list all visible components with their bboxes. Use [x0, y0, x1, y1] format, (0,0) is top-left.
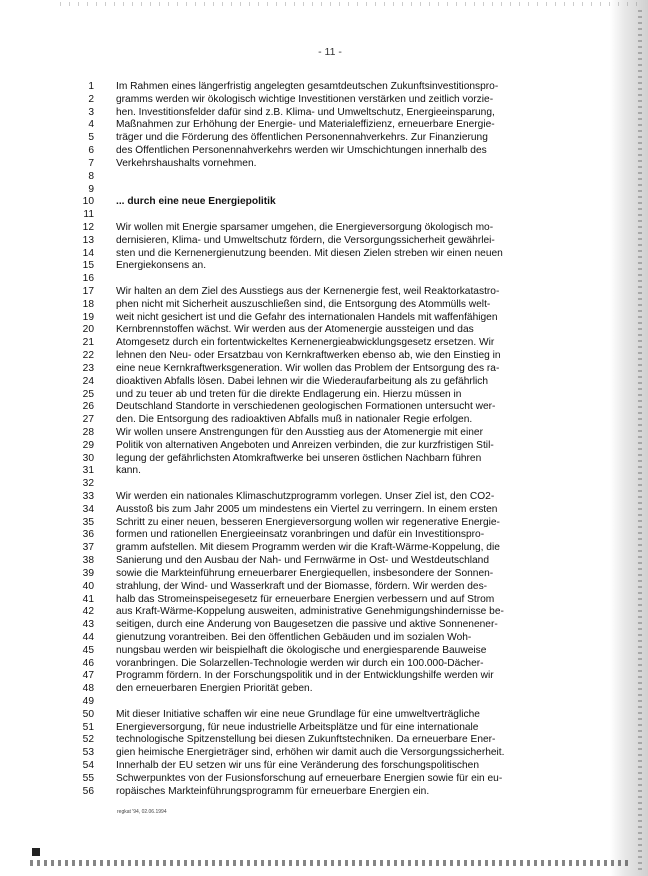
- text-line: [116, 209, 549, 222]
- text-line: Mit dieser Initiative schaffen wir eine neue Grundlage für eine umweltverträgliche: [116, 708, 480, 720]
- line-number: 18: [82, 298, 94, 310]
- text-line: [116, 696, 549, 709]
- line-number: 48: [82, 683, 94, 695]
- text-line: Im Rahmen eines längerfristig angelegten gesamtdeutschen Zukunftsinvestitionspro-: [116, 81, 499, 92]
- line-number: 35: [82, 516, 94, 528]
- line-number: 13: [82, 234, 94, 246]
- text-line: strahlung, der Wind- und Wasserkraft und der Biomasse, fördern. Wir werden des-: [116, 580, 488, 592]
- text-line: Energiekonsens an.: [116, 260, 207, 272]
- text-line: des Öffentlichen Personennahverkehrs werden wir Umschichtungen innerhalb des: [116, 145, 487, 157]
- line-number: 2: [88, 93, 94, 105]
- line-number: 8: [88, 170, 94, 182]
- scan-edge-bottom: [30, 860, 630, 866]
- text-line: gien heimische Energieträger sind, erhöhen wir damit auch die Versorgungssicherheit.: [116, 747, 505, 759]
- line-number: 20: [82, 324, 94, 336]
- line-number: 44: [82, 631, 94, 643]
- line-number: 16: [82, 273, 94, 285]
- line-number: 34: [82, 503, 94, 515]
- text-line: Maßnahmen zur Erhöhung der Energie- und Materialeffizienz, erneuerbare Energie-: [116, 119, 495, 131]
- line-number: 28: [82, 426, 94, 438]
- text-line: eine neue Kernkraftwerksgeneration. Wir wollen das Problem der Entsorgung des ra-: [116, 362, 500, 374]
- text-line: Wir wollen unsere Anstrengungen für den Ausstieg aus der Atomenergie mit einer: [116, 426, 483, 438]
- text-line: voranbringen. Die Solarzellen-Technologie werden wir durch ein 100.000-Dächer-: [116, 657, 484, 669]
- text-line: Schritt zu einer neuen, besseren Energieversorgung wollen wir regenerative Energie-: [116, 516, 500, 528]
- scan-edge-right: [610, 0, 648, 876]
- text-line: technologische Spitzenstellung bei diesen Zukunftstechniken. Da erneuerbare Ener-: [116, 734, 496, 746]
- text-line: ropäisches Markteinführungsprogramm für erneuerbare Energien ein.: [116, 785, 430, 797]
- line-number: 5: [88, 132, 94, 144]
- line-number: 39: [82, 567, 94, 579]
- line-number: 15: [82, 260, 94, 272]
- line-number: 33: [82, 491, 94, 502]
- line-number: 27: [82, 414, 94, 426]
- text-line: [116, 273, 549, 286]
- text-line: sowie die Markteinführung erneuerbarer Energiequellen, insbesondere der Sonnen-: [116, 567, 494, 579]
- text-line: weit nicht gesichert ist und die Gefahr des internationalen Handels mit waffenfähigen: [116, 311, 498, 323]
- line-number: 31: [82, 465, 94, 477]
- text-line: Innerhalb der EU setzen wir uns für eine Veränderung des forschungspolitischen: [116, 760, 480, 772]
- text-line: Verkehrshaushalts vornehmen.: [116, 157, 257, 169]
- text-line: Energieversorgung, für neue industrielle Arbeitsplätze und für eine internationale: [116, 721, 479, 733]
- text-line: Politik von alternativen Angeboten und Anreizen verbinden, die zur kurzfristigen Stil-: [116, 439, 494, 451]
- line-number: 19: [82, 311, 94, 323]
- document-body-text: [116, 81, 549, 799]
- text-line: Wir wollen mit Energie sparsamer umgehen, die Energieversorgung ökologisch mo-: [116, 221, 494, 233]
- line-number: 7: [88, 157, 94, 169]
- text-line: gienutzung vorantreiben. Bei den öffentlichen Gebäuden und im sozialen Woh-: [116, 631, 472, 643]
- text-line: gramm aufstellen. Mit diesem Programm werden wir die Kraft-Wärme-Koppelung, die: [116, 542, 500, 554]
- text-line: seitigen, durch eine Änderung von Baugesetzen die passive und aktive Sonnenener-: [116, 619, 498, 631]
- line-number: 46: [82, 657, 94, 669]
- text-line: Atomgesetz durch ein fortentwickeltes Kernenergieabwicklungsgesetz ersetzen. Wir: [116, 337, 495, 349]
- line-number: 53: [82, 747, 94, 759]
- footer-note: regkat '94, 02.06.1994: [117, 809, 167, 815]
- text-line: lehnen den Neu- oder Ersatzbau von Kernkraftwerken ebenso ab, wie den Einstieg in: [116, 350, 501, 362]
- text-line: Wir halten an dem Ziel des Ausstiegs aus der Kernenergie fest, weil Reaktorkatastro-: [116, 286, 500, 297]
- line-number: 37: [82, 542, 94, 554]
- line-number: 21: [82, 337, 94, 349]
- line-number: 50: [82, 708, 94, 720]
- line-number: 41: [82, 593, 94, 605]
- text-line: den. Die Entsorgung des radioaktiven Abfalls muß in nationaler Regie erfolgen.: [116, 414, 473, 426]
- text-line: hen. Investitionsfelder dafür sind z.B. Klima- und Umweltschutz, Energieeinsparung,: [116, 106, 495, 118]
- line-number: 24: [82, 375, 94, 387]
- line-number: 36: [82, 529, 94, 541]
- text-line: [116, 478, 549, 491]
- text-line: dioaktiven Abfalls lösen. Dabei lehnen wir die Wiederaufarbeitung als zu gefährlich: [116, 375, 489, 387]
- line-number: 14: [82, 247, 94, 259]
- text-line: nungsbau werden wir beispielhaft die ökologische und energiesparende Bauweise: [116, 644, 487, 656]
- text-line: legung der gefährlichsten Atomkraftwerke bei unseren östlichen Nachbarn führen: [116, 452, 482, 464]
- line-number: 23: [82, 362, 94, 374]
- line-number: 26: [82, 401, 94, 413]
- text-line: [116, 184, 549, 197]
- line-numbers-column: [68, 81, 94, 799]
- line-number: 40: [82, 580, 94, 592]
- line-number: 43: [82, 619, 94, 631]
- line-number: 6: [88, 145, 94, 157]
- line-number: 4: [88, 119, 94, 131]
- line-number: 52: [82, 734, 94, 746]
- scan-dots-top: [60, 2, 640, 6]
- page-number: - 11 -: [318, 46, 342, 58]
- line-number: 12: [82, 221, 94, 233]
- line-number: 1: [88, 81, 94, 92]
- line-number: 49: [82, 696, 94, 707]
- line-number: 25: [82, 388, 94, 400]
- scan-corner-mark: [32, 848, 40, 856]
- line-number: 45: [82, 644, 94, 656]
- line-number: 56: [82, 785, 94, 797]
- text-line: Ausstoß bis zum Jahr 2005 um mindestens ein Viertel zu verringern. In einem ersten: [116, 503, 498, 515]
- text-line: den erneuerbaren Energien Priorität geben.: [116, 683, 313, 695]
- text-line: Schwerpunktes von der Fusionsforschung auf erneuerbare Energien sowie für ein eu-: [116, 772, 503, 784]
- line-number: 51: [82, 721, 94, 733]
- line-number: 30: [82, 452, 94, 464]
- line-number: 32: [82, 478, 94, 490]
- text-line: kann.: [116, 465, 141, 477]
- line-number: 42: [82, 606, 94, 618]
- line-number: 38: [82, 555, 94, 567]
- line-number: 10: [82, 196, 94, 208]
- text-line: Programm fördern. In der Forschungspolitik und in der Entwicklungshilfe werden wir: [116, 670, 494, 682]
- section-heading: ... durch eine neue Energiepolitik: [116, 196, 276, 208]
- text-line: formen und rationellen Energieeinsatz voranbringen und dafür ein Investitionspro-: [116, 529, 485, 541]
- line-number: 3: [88, 106, 94, 118]
- line-number: 29: [82, 439, 94, 451]
- text-line: dernisieren, Klima- und Umweltschutz fördern, die Versorgungssicherheit gewährlei-: [116, 234, 495, 246]
- text-line: [116, 171, 549, 184]
- text-line: Sanierung und den Ausbau der Nah- und Fernwärme in Ost- und Westdeutschland: [116, 555, 490, 567]
- text-line: sten und die Kernenergienutzung beenden. Mit diesen Zielen streben wir einen neuen: [116, 247, 503, 259]
- line-number: 17: [82, 286, 94, 297]
- line-number: 11: [83, 209, 94, 221]
- text-line: phen nicht mit Sicherheit auszuschließen sind, die Entsorgung des Atommülls welt-: [116, 298, 491, 310]
- line-number: 55: [82, 772, 94, 784]
- text-line: Deutschland Standorte in verschiedenen geologischen Formationen untersucht wer-: [116, 401, 496, 413]
- text-line: gramms werden wir ökologisch wichtige Investitionen verstärken und zeitlich vorzie-: [116, 93, 494, 105]
- scan-vertical-lines: [638, 10, 642, 870]
- text-line: Wir werden ein nationales Klimaschutzprogramm vorlegen. Unser Ziel ist, den CO2-: [116, 491, 495, 502]
- line-number: 9: [88, 183, 94, 195]
- text-line: träger und die Förderung des öffentlichen Personennahverkehrs. Zur Finanzierung: [116, 132, 488, 144]
- text-line: und zu teuer ab und treten für die direkte Endlagerung ein. Hierzu müssen in: [116, 388, 462, 400]
- line-number: 22: [82, 350, 94, 362]
- line-number: 47: [82, 670, 94, 682]
- text-line: Kernbrennstoffen wächst. Wir werden aus der Atomenergie aussteigen und das: [116, 324, 474, 336]
- line-number: 54: [82, 760, 94, 772]
- text-line: halb das Stromeinspeisegesetz für erneuerbare Energien verbessern und auf Strom: [116, 593, 495, 605]
- text-line: aus Kraft-Wärme-Koppelung ausweiten, administrative Genehmigungshindernisse be-: [116, 606, 504, 618]
